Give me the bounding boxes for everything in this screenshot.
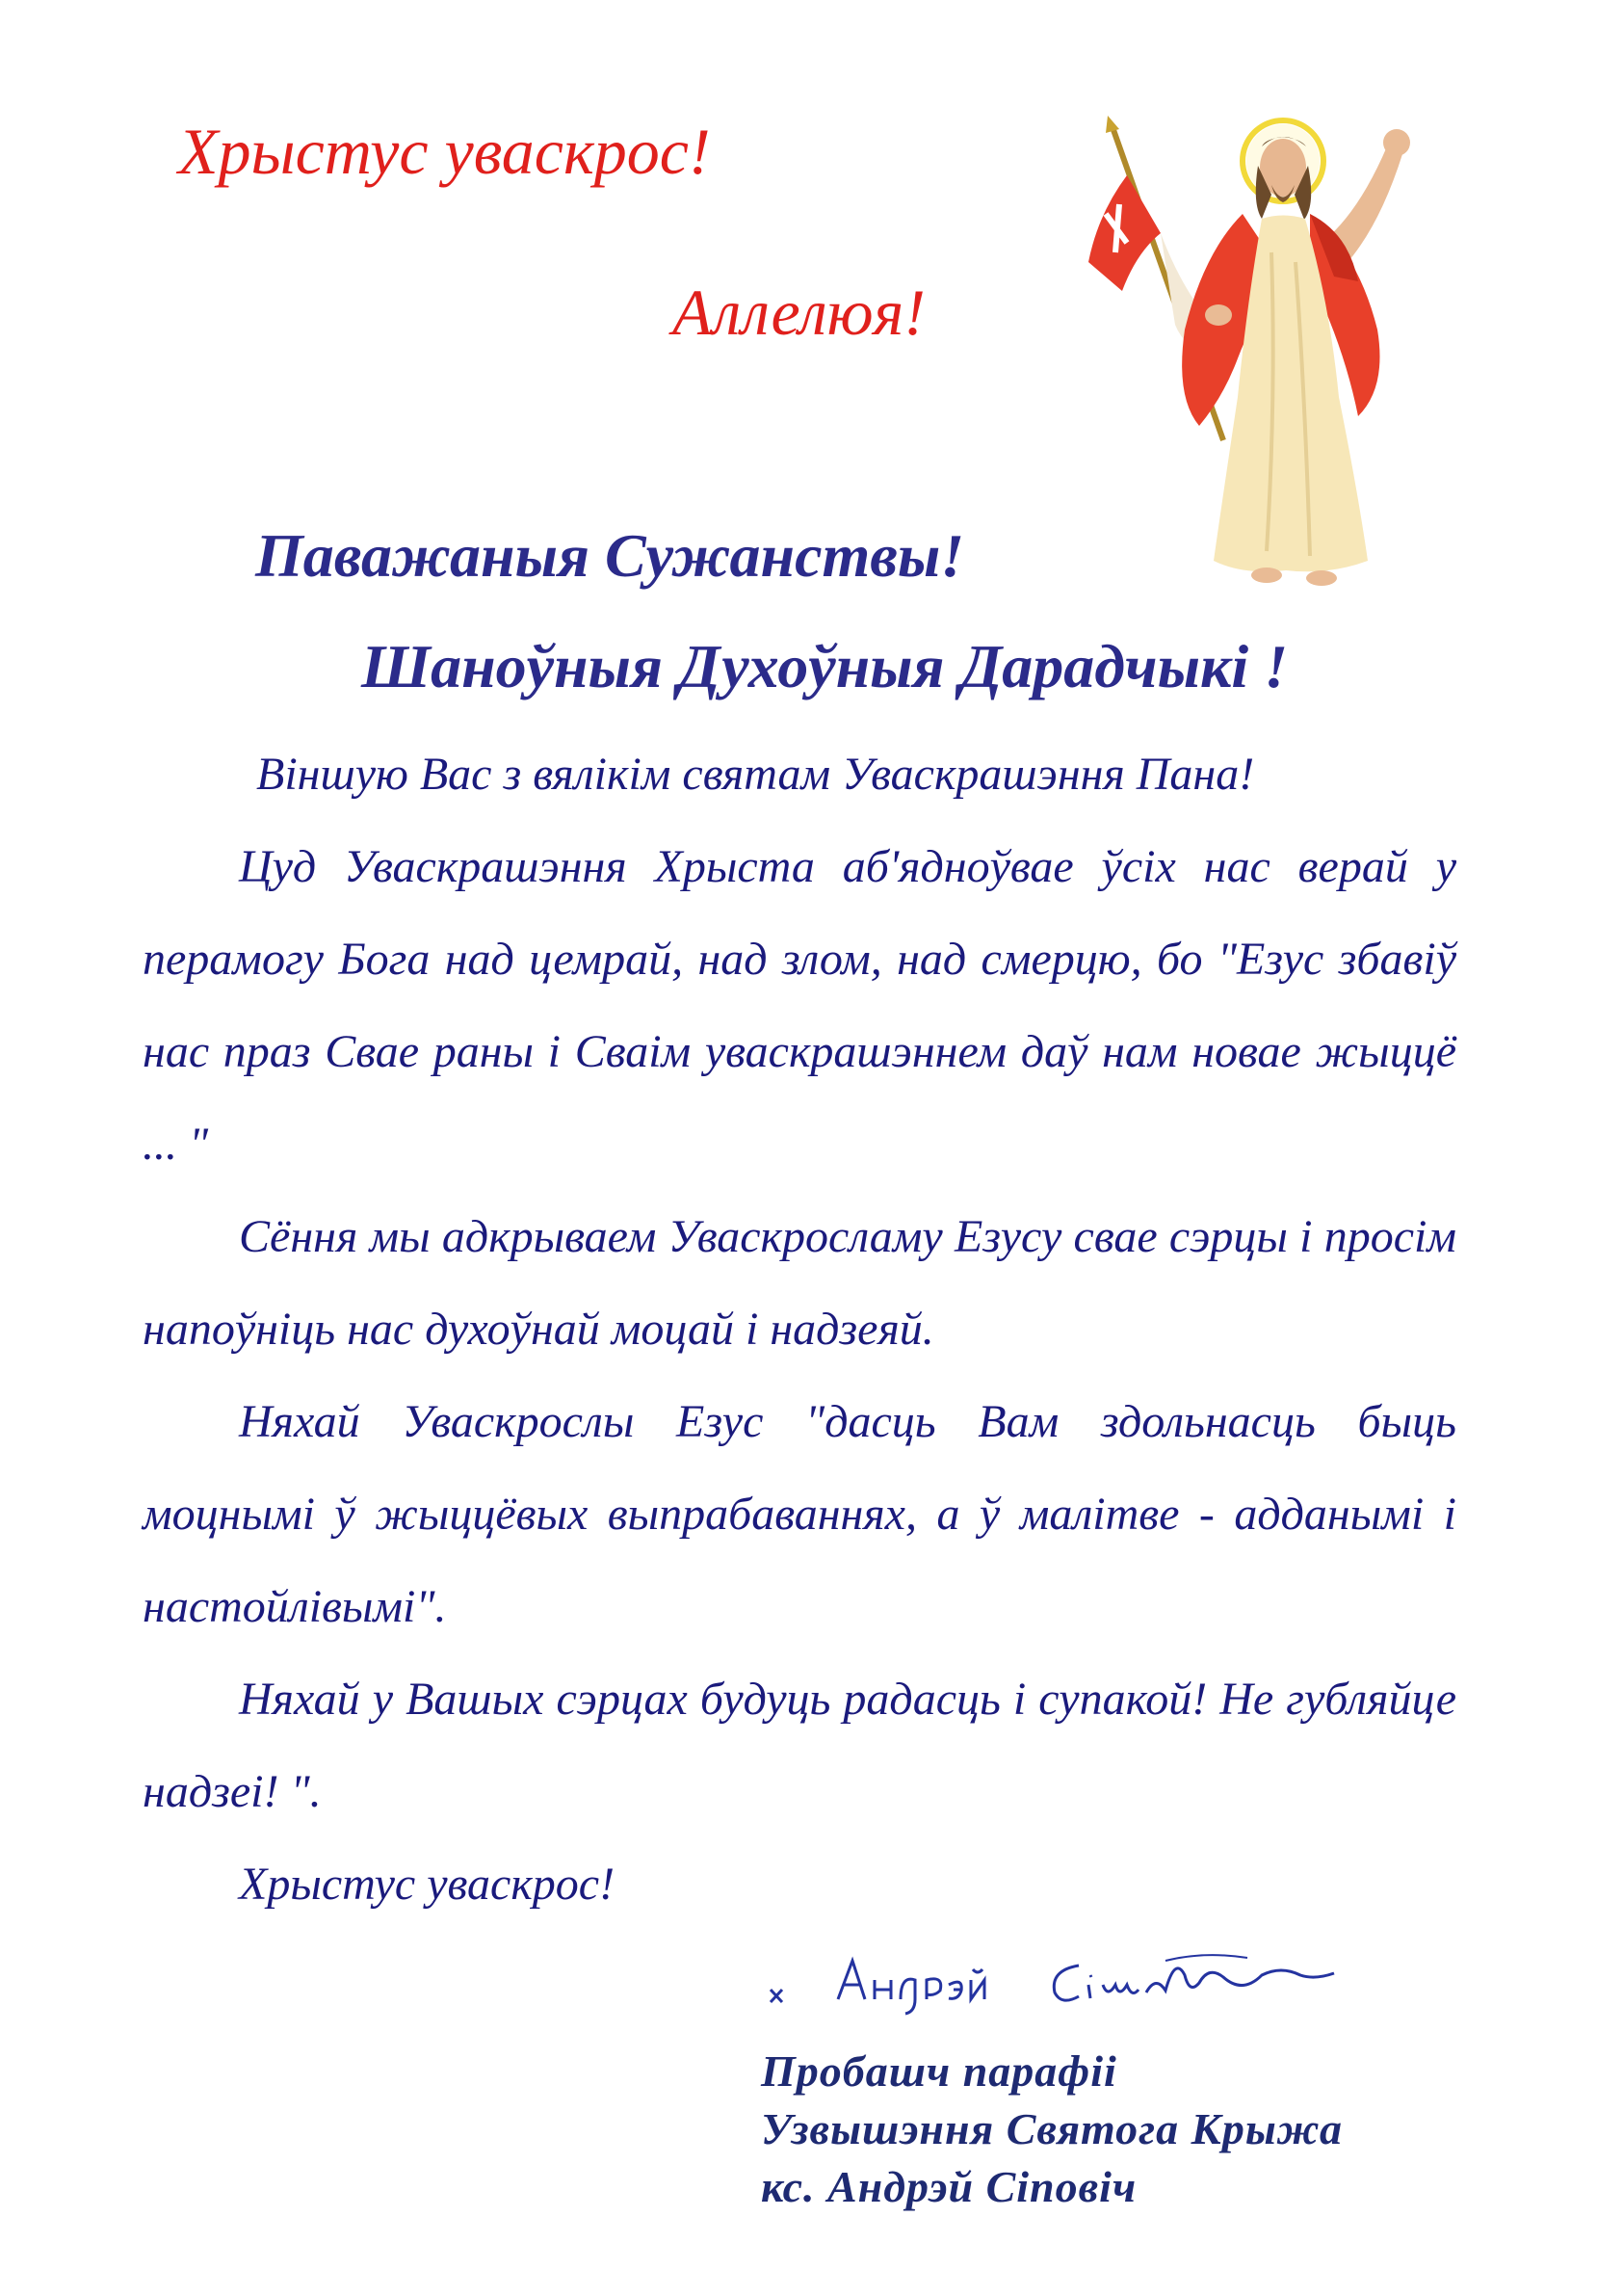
- signature-title-line-1: Пробашч парафіі: [761, 2046, 1117, 2096]
- body-paragraph-1: Віншую Вас з вялікім святам Уваскрашэння Пана!: [256, 749, 1255, 800]
- address-line-spouses: Паважаныя Сужанствы!: [255, 521, 965, 590]
- risen-christ-with-banner-icon: [1069, 108, 1474, 609]
- body-paragraph-2: Цуд Уваскрашэння Хрыста аб'ядноўвае ўсіх нас верай у перамогу Бога над цемрай, над злом, над смерцю, бо "Езус збавіў нас праз Свае раны і Сваім уваскрашэннем даў нам новае жыццё ... ": [143, 841, 1456, 1170]
- greeting-alleluia: Аллелюя!: [672, 276, 926, 349]
- handwritten-signature: [761, 1937, 1358, 2023]
- body-paragraph-3: Сёння мы адкрываем Уваскросламу Езусу свае сэрцы і просім напоўніць нас духоўнай моцай і надзеяй.: [143, 1211, 1456, 1355]
- signature-title-block: [761, 2043, 1343, 2216]
- address-line-spiritual-advisors: Шаноўныя Духоўныя Дарадчыкі !: [361, 632, 1289, 700]
- greeting-christ-risen: Хрыстус уваскрос!: [178, 115, 711, 188]
- signature-title-line-2: Узвышэння Святога Крыжа: [761, 2104, 1343, 2153]
- signature-title-line-3: кс. Андрэй Сіповіч: [761, 2162, 1138, 2211]
- body-paragraph-5: Няхай у Вашых сэрцах будуць радасць і супакой! Не губляйце надзеі! ".: [143, 1674, 1456, 1817]
- body-paragraph-6: Хрыстус уваскрос!: [239, 1859, 615, 1910]
- body-paragraph-4: Няхай Уваскрослы Езус "дасць Вам здольнасць быць моцнымі ў жыццёвых выпрабаваннях, а ў малітве - адданымі і настойлівымі".: [143, 1396, 1456, 1632]
